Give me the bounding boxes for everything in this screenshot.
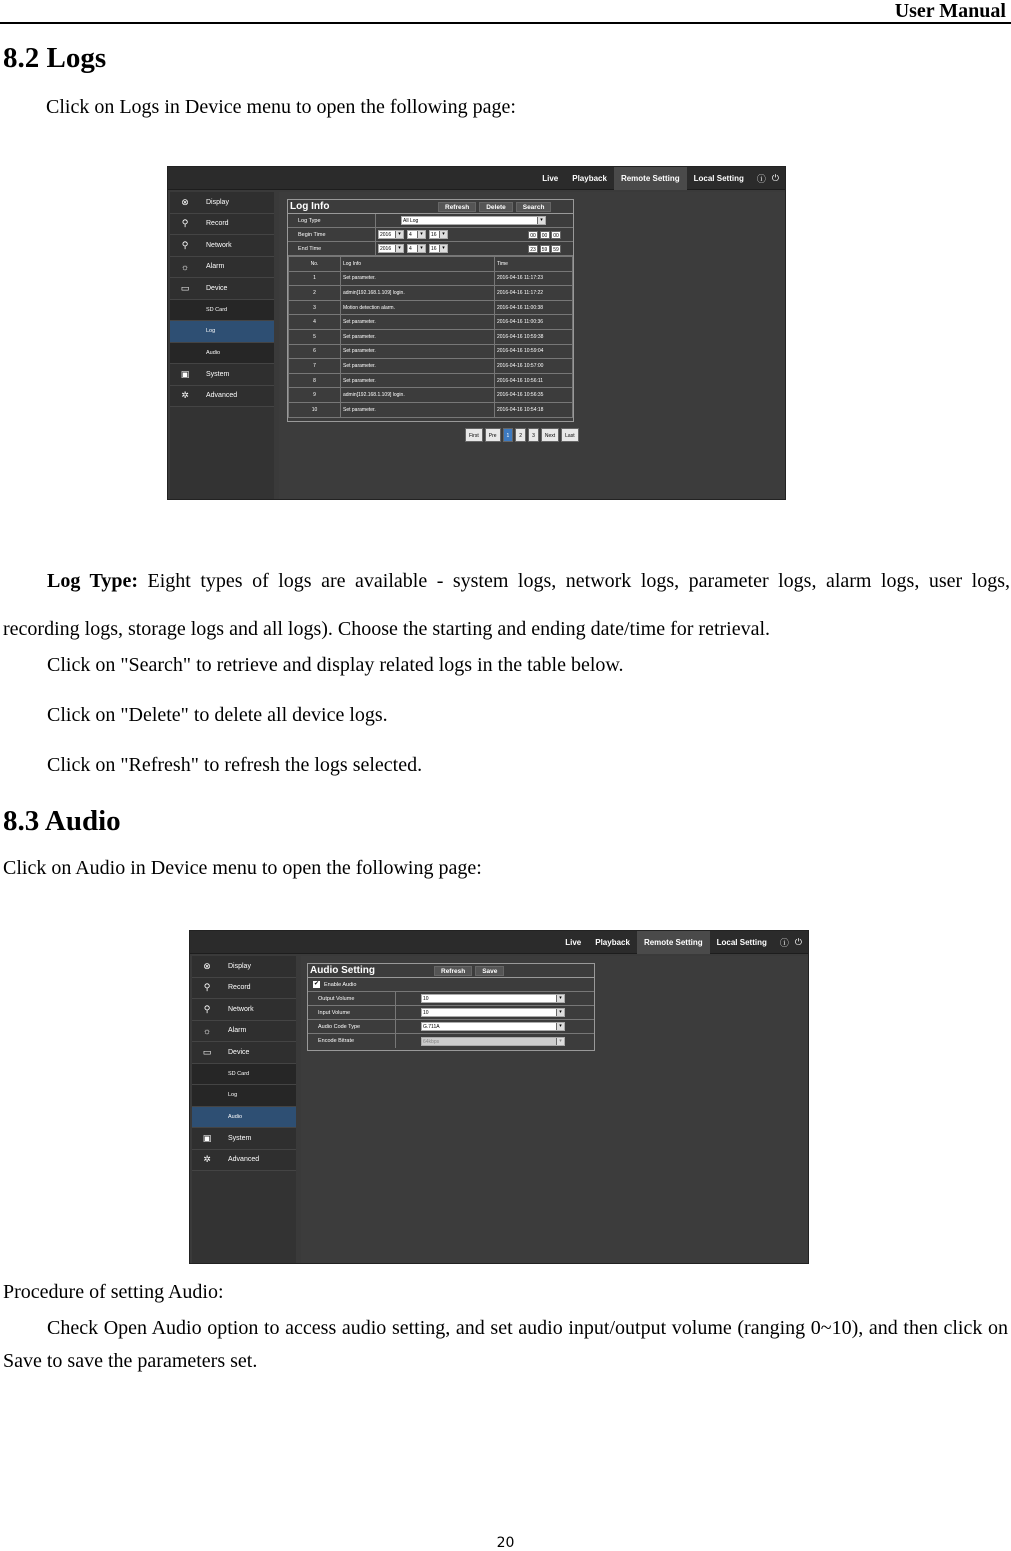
sidebar-label-alarm: Alarm bbox=[206, 263, 225, 271]
audio-screenshot bbox=[189, 930, 809, 1264]
table-row bbox=[289, 402, 573, 417]
log-type-row bbox=[288, 214, 573, 228]
begin-minute-input[interactable]: 00 bbox=[540, 231, 550, 239]
sidebar-item-sd-card[interactable]: SD Card bbox=[192, 1064, 296, 1086]
begin-day-value: 16 bbox=[431, 232, 437, 238]
top-nav-bar bbox=[168, 167, 785, 190]
page-3-button[interactable]: 3 bbox=[528, 428, 539, 442]
table-header-row bbox=[289, 257, 573, 272]
heading-logs: 8.2 Logs bbox=[3, 42, 107, 74]
log-type-paragraph bbox=[3, 557, 1010, 653]
nav-local-setting[interactable]: Local Setting bbox=[693, 173, 744, 183]
system-icon: ▣ bbox=[180, 368, 190, 379]
header-rule bbox=[0, 22, 1011, 24]
logs-intro: Click on Logs in Device menu to open the following page: bbox=[46, 96, 516, 118]
end-clock bbox=[528, 245, 561, 253]
cell-time: 2016-04-16 10:56:35 bbox=[495, 388, 573, 403]
chevron-down-icon: ▾ bbox=[537, 217, 545, 224]
table-row bbox=[289, 329, 573, 344]
table-row bbox=[289, 344, 573, 359]
cell-no: 4 bbox=[289, 315, 341, 330]
display-icon: ⊗ bbox=[181, 196, 189, 207]
sidebar-label-network: Network bbox=[206, 241, 232, 249]
gear-icon: ✲ bbox=[181, 390, 189, 401]
log-type-select[interactable] bbox=[401, 216, 546, 225]
input-volume-select[interactable] bbox=[421, 1008, 565, 1017]
begin-month-value: 4 bbox=[409, 232, 412, 238]
info-icon[interactable]: ⓘ bbox=[779, 937, 789, 948]
cell-no: 10 bbox=[289, 402, 341, 417]
panel-title: Log Info bbox=[290, 201, 330, 212]
cell-no: 1 bbox=[289, 271, 341, 286]
top-nav-bar bbox=[190, 931, 808, 954]
page-first-button[interactable]: First bbox=[465, 428, 483, 442]
sidebar bbox=[192, 956, 296, 1263]
table-row bbox=[289, 271, 573, 286]
running-header: User Manual bbox=[894, 0, 1006, 22]
system-icon: ▣ bbox=[202, 1132, 212, 1143]
cell-no: 9 bbox=[289, 388, 341, 403]
cell-time: 2016-04-16 10:59:04 bbox=[495, 344, 573, 359]
log-table bbox=[288, 256, 573, 418]
nav-remote-setting[interactable]: Remote Setting bbox=[614, 167, 687, 190]
sidebar-item-audio[interactable]: Audio bbox=[170, 343, 274, 365]
output-volume-row bbox=[308, 992, 594, 1006]
chevron-down-icon: ▾ bbox=[556, 1009, 564, 1016]
heading-audio: 8.3 Audio bbox=[3, 805, 121, 837]
end-day-value: 16 bbox=[431, 246, 437, 252]
log-type-value: All Log bbox=[403, 218, 419, 224]
end-day-select[interactable] bbox=[429, 244, 448, 253]
end-time-label: End Time bbox=[288, 242, 376, 255]
main-pane bbox=[279, 192, 785, 499]
sidebar-item-system[interactable] bbox=[192, 1128, 296, 1150]
table-row bbox=[289, 300, 573, 315]
begin-day-select[interactable] bbox=[429, 230, 448, 239]
chevron-down-icon: ▾ bbox=[417, 231, 425, 238]
sidebar-item-log[interactable]: Log bbox=[170, 321, 274, 343]
chevron-down-icon: ▾ bbox=[395, 245, 403, 252]
chevron-down-icon: ▾ bbox=[395, 231, 403, 238]
output-volume-select[interactable] bbox=[421, 994, 565, 1003]
end-minute-input[interactable]: 59 bbox=[540, 245, 550, 253]
sidebar-label-display: Display bbox=[228, 962, 251, 970]
end-month-select[interactable] bbox=[407, 244, 426, 253]
refresh-button[interactable]: Refresh bbox=[438, 202, 476, 212]
sidebar-label-device: Device bbox=[228, 1048, 250, 1056]
output-volume-label: Output Volume bbox=[308, 992, 396, 1005]
power-icon[interactable]: ⏻ bbox=[794, 936, 802, 947]
cell-time: 2016-04-16 10:57:00 bbox=[495, 359, 573, 374]
input-volume-row bbox=[308, 1006, 594, 1020]
sidebar-label-network: Network bbox=[228, 1005, 254, 1013]
end-year-value: 2016 bbox=[380, 246, 392, 252]
encode-bitrate-label: Encode Bitrate bbox=[308, 1034, 396, 1048]
audio-code-type-label: Audio Code Type bbox=[308, 1020, 396, 1033]
cell-no: 7 bbox=[289, 359, 341, 374]
audio-intro: Click on Audio in Device menu to open the following page: bbox=[3, 857, 482, 879]
table-row bbox=[289, 359, 573, 374]
sidebar-label-display: Display bbox=[206, 198, 229, 206]
log-type-term: Log Type: bbox=[47, 570, 139, 592]
nav-playback[interactable]: Playback bbox=[595, 937, 630, 947]
cell-time: 2016-04-16 10:54:18 bbox=[495, 402, 573, 417]
sidebar-item-record[interactable] bbox=[170, 214, 274, 236]
cell-info: Set parameter. bbox=[341, 344, 495, 359]
sidebar-label-record: Record bbox=[228, 984, 251, 992]
sidebar-item-advanced[interactable] bbox=[170, 386, 274, 408]
search-note: Click on "Search" to retrieve and display related logs in the table below. bbox=[47, 654, 624, 676]
chevron-down-icon: ▾ bbox=[556, 1023, 564, 1030]
page-next-button[interactable]: Next bbox=[541, 428, 559, 442]
encode-bitrate-row bbox=[308, 1034, 594, 1048]
search-icon: ⚲ bbox=[203, 982, 211, 993]
page-number: 20 bbox=[496, 1535, 515, 1551]
nav-remote-setting[interactable]: Remote Setting bbox=[637, 931, 710, 954]
column-header-no: No. bbox=[289, 257, 341, 272]
sidebar-item-advanced[interactable] bbox=[192, 1150, 296, 1172]
sidebar-label-system: System bbox=[228, 1134, 252, 1142]
cell-info: Set parameter. bbox=[341, 271, 495, 286]
cell-info: Set parameter. bbox=[341, 315, 495, 330]
cell-time: 2016-04-16 11:00:38 bbox=[495, 300, 573, 315]
chevron-down-icon: ▾ bbox=[439, 245, 447, 252]
input-volume-label: Input Volume bbox=[308, 1006, 396, 1019]
sidebar-item-sd-card[interactable]: SD Card bbox=[170, 300, 274, 322]
delete-note: Click on "Delete" to delete all device logs. bbox=[47, 704, 388, 726]
page-2-button[interactable]: 2 bbox=[515, 428, 526, 442]
begin-hour-input[interactable]: 00 bbox=[528, 231, 538, 239]
audio-setting-panel bbox=[307, 963, 595, 1051]
begin-year-value: 2016 bbox=[380, 232, 392, 238]
sidebar-label-alarm: Alarm bbox=[228, 1027, 247, 1035]
begin-second-input[interactable]: 00 bbox=[551, 231, 561, 239]
begin-month-select[interactable] bbox=[407, 230, 426, 239]
info-icon[interactable]: ⓘ bbox=[756, 173, 766, 184]
refresh-note: Click on "Refresh" to refresh the logs selected. bbox=[47, 754, 423, 776]
nav-live[interactable]: Live bbox=[565, 937, 582, 947]
enable-audio-row bbox=[308, 978, 594, 992]
table-row bbox=[289, 373, 573, 388]
sidebar-label-record: Record bbox=[206, 220, 229, 228]
cell-no: 6 bbox=[289, 344, 341, 359]
encode-bitrate-select[interactable] bbox=[421, 1037, 565, 1046]
monitor-icon: ▭ bbox=[202, 1046, 212, 1057]
sidebar-item-record[interactable] bbox=[192, 978, 296, 1000]
chevron-down-icon: ▾ bbox=[439, 231, 447, 238]
sidebar-item-display[interactable] bbox=[192, 956, 296, 978]
sidebar-item-audio[interactable]: Audio bbox=[192, 1107, 296, 1129]
begin-year-select[interactable] bbox=[378, 230, 404, 239]
audio-code-type-select[interactable] bbox=[421, 1022, 565, 1031]
cell-info: Motion detection alarm. bbox=[341, 300, 495, 315]
begin-clock bbox=[528, 231, 561, 239]
sidebar-item-system[interactable] bbox=[170, 364, 274, 386]
sidebar-item-alarm[interactable] bbox=[170, 257, 274, 279]
cell-no: 8 bbox=[289, 373, 341, 388]
sidebar-label-advanced: Advanced bbox=[206, 392, 238, 400]
output-volume-value: 10 bbox=[423, 996, 429, 1002]
cell-time: 2016-04-16 10:56:11 bbox=[495, 373, 573, 388]
nav-local-setting[interactable]: Local Setting bbox=[716, 937, 767, 947]
sidebar-item-device[interactable] bbox=[170, 278, 274, 300]
sidebar-item-network[interactable] bbox=[192, 999, 296, 1021]
sidebar-label-system: System bbox=[206, 370, 230, 378]
enable-audio-label: Enable Audio bbox=[324, 981, 357, 988]
save-button[interactable]: Save bbox=[475, 966, 504, 976]
end-year-select[interactable] bbox=[378, 244, 404, 253]
chevron-down-icon: ▾ bbox=[556, 995, 564, 1002]
enable-audio-checkbox[interactable]: ✔ bbox=[313, 981, 320, 987]
location-pin-icon: ⚲ bbox=[181, 239, 189, 250]
log-info-titlebar bbox=[288, 200, 573, 214]
log-type-description: Eight types of logs are available - system logs, network logs, parameter logs, alarm logs, user logs, recording logs, storage logs and all logs). Choose the starting and ending date/time for retrieval. bbox=[3, 570, 1010, 640]
table-row bbox=[289, 286, 573, 301]
procedure-text: Check Open Audio option to access audio setting, and set audio input/output volume (ranging 0~10), and then click on Save to save the parameters set. bbox=[3, 1317, 1008, 1372]
delete-button[interactable]: Delete bbox=[479, 202, 513, 212]
cell-info: Set parameter. bbox=[341, 402, 495, 417]
sidebar-item-log[interactable]: Log bbox=[192, 1085, 296, 1107]
end-time-row bbox=[288, 242, 573, 256]
log-screenshot bbox=[167, 166, 786, 500]
table-row bbox=[289, 388, 573, 403]
display-icon: ⊗ bbox=[203, 960, 211, 971]
nav-live[interactable]: Live bbox=[542, 173, 559, 183]
cell-info: Set parameter. bbox=[341, 373, 495, 388]
sidebar-item-alarm[interactable] bbox=[192, 1021, 296, 1043]
sidebar-label-device: Device bbox=[206, 284, 228, 292]
sidebar-item-display[interactable] bbox=[170, 192, 274, 214]
location-pin-icon: ⚲ bbox=[203, 1003, 211, 1014]
alarm-icon: ☼ bbox=[180, 261, 190, 272]
sidebar-item-device[interactable] bbox=[192, 1042, 296, 1064]
refresh-button[interactable]: Refresh bbox=[434, 966, 472, 976]
power-icon[interactable]: ⏻ bbox=[771, 172, 779, 183]
log-type-label: Log Type bbox=[288, 214, 376, 227]
sidebar-item-network[interactable] bbox=[170, 235, 274, 257]
cell-info: admin[192.168.1.109] login. bbox=[341, 286, 495, 301]
panel-title: Audio Setting bbox=[310, 965, 375, 976]
cell-no: 3 bbox=[289, 300, 341, 315]
chevron-down-icon: ▾ bbox=[417, 245, 425, 252]
table-row bbox=[289, 315, 573, 330]
page-last-button[interactable]: Last bbox=[561, 428, 578, 442]
nav-playback[interactable]: Playback bbox=[572, 173, 607, 183]
search-icon: ⚲ bbox=[181, 218, 189, 229]
encode-bitrate-value: 64kbps bbox=[423, 1038, 440, 1045]
column-header-log-info: Log Info bbox=[341, 257, 495, 272]
sidebar bbox=[170, 192, 274, 499]
main-pane bbox=[301, 956, 808, 1263]
cell-time: 2016-04-16 11:00:36 bbox=[495, 315, 573, 330]
monitor-icon: ▭ bbox=[180, 282, 190, 293]
gear-icon: ✲ bbox=[203, 1154, 211, 1165]
cell-time: 2016-04-16 11:17:22 bbox=[495, 286, 573, 301]
log-info-panel bbox=[287, 199, 574, 422]
audio-code-type-value: G.711A bbox=[423, 1024, 440, 1030]
page-prev-button[interactable]: Pre bbox=[485, 428, 501, 442]
cell-time: 2016-04-16 10:59:38 bbox=[495, 329, 573, 344]
cell-info: Set parameter. bbox=[341, 329, 495, 344]
cell-no: 2 bbox=[289, 286, 341, 301]
cell-no: 5 bbox=[289, 329, 341, 344]
audio-setting-titlebar bbox=[308, 964, 594, 978]
sidebar-label-advanced: Advanced bbox=[228, 1156, 260, 1164]
begin-time-label: Begin Time bbox=[288, 228, 376, 241]
cell-info: admin[192.168.1.109] login. bbox=[341, 388, 495, 403]
begin-time-row bbox=[288, 228, 573, 242]
cell-time: 2016-04-16 11:17:23 bbox=[495, 271, 573, 286]
search-button[interactable]: Search bbox=[516, 202, 552, 212]
procedure-title: Procedure of setting Audio: bbox=[3, 1281, 224, 1303]
end-hour-input[interactable]: 23 bbox=[528, 245, 538, 253]
pagination bbox=[465, 428, 579, 442]
audio-code-type-row bbox=[308, 1020, 594, 1034]
end-second-input[interactable]: 59 bbox=[551, 245, 561, 253]
column-header-time: Time bbox=[495, 257, 573, 272]
cell-info: Set parameter. bbox=[341, 359, 495, 374]
alarm-icon: ☼ bbox=[202, 1025, 212, 1036]
input-volume-value: 10 bbox=[423, 1010, 429, 1016]
end-month-value: 4 bbox=[409, 246, 412, 252]
page-1-button[interactable]: 1 bbox=[503, 428, 514, 442]
chevron-down-icon: ▾ bbox=[556, 1038, 564, 1045]
